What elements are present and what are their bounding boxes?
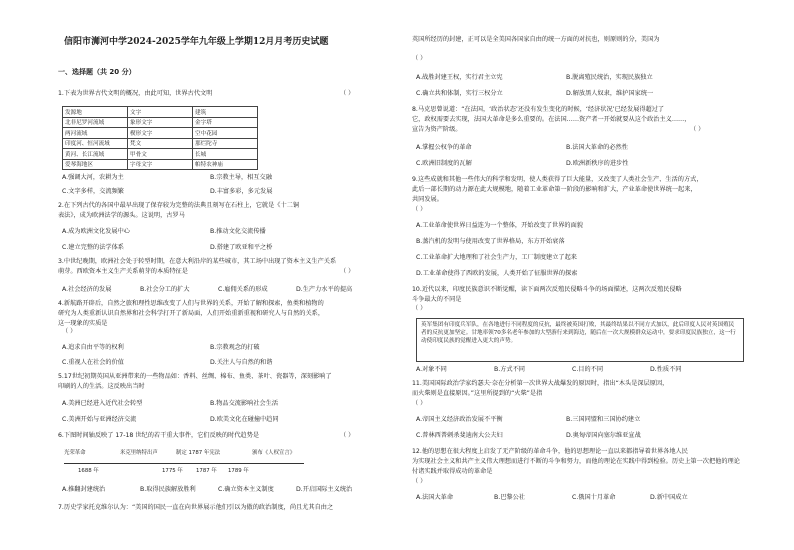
q11-line1: 11.美国国际政治学家约瑟夫·奈在分析第一次世界大战爆发的原因时，指出“木头是深层原因， [412, 380, 669, 387]
table-cell: 金字塔 [193, 117, 258, 128]
q6-stem: 6.下图时间轴反映了 17-18 世纪的若干重大事件，它们反映的时代趋势是 [58, 432, 260, 439]
table-cell: 那烂陀寺 [193, 138, 258, 149]
q8-option-c[interactable]: C.欧洲旧制度的瓦解 [416, 160, 472, 167]
q12-line1: 12.他的思想在很大程度上启发了无产阶级的革命斗争，他的思想理论一直以来都指导着世界各地人民 [412, 448, 688, 455]
table-cell: 楔形文字 [128, 128, 193, 139]
q11-paren: （ ） [412, 400, 427, 407]
q8-paren: （ ） [690, 126, 705, 133]
timeline-event-1: 光荣革命 [64, 450, 86, 456]
table-cell: 梵文 [128, 138, 193, 149]
q4-paren: （ ） [62, 328, 77, 335]
q12-option-c[interactable]: C.俄国十月革命 [572, 494, 616, 501]
q5-option-b[interactable]: B.物品交流影响社会生活 [210, 400, 279, 407]
q6-option-a[interactable]: A.推翻封建统治 [62, 486, 106, 493]
q9-line3: 共同发展。 [412, 196, 443, 203]
timeline-axis [64, 463, 304, 464]
q11-option-c[interactable]: C.普林西普刺杀斐迪南大公夫妇 [416, 432, 503, 439]
page-title: 信阳市浉河中学2024-2025学年九年级上学期12月月考历史试题 [64, 37, 329, 47]
q2-option-d[interactable]: D.搭建了欧亚和平之桥 [210, 244, 273, 251]
q10-option-d[interactable]: D.性质不同 [650, 366, 682, 373]
q7-line1: 7.历史学家托克维尔认为：“美国的国民一直在向世界展示他们引以为傲的政治制度，尚且尤其自由之 [58, 504, 334, 511]
q4-line1: 4.新航路开辟后，自然之旅和理性思维改变了人们与世界的关系，开始了解和探索，鱼类和植物的 [58, 300, 324, 307]
table-header-row [63, 107, 258, 118]
table-cell: 长城 [193, 149, 258, 160]
q7-option-b[interactable]: B.脱离殖民统治，实现民族独立 [566, 74, 653, 81]
table-row [63, 128, 258, 139]
table-cell: 帕特农神庙 [193, 159, 258, 170]
q3-option-c[interactable]: C.雇佣关系的形成 [218, 286, 268, 293]
q1-option-d[interactable]: D.丰富多彩，多元发展 [210, 188, 273, 195]
q5-line2: 印刷的人的生活。这反映出当时 [58, 383, 145, 390]
q10-option-c[interactable]: C.目的不同 [572, 366, 604, 373]
table-cell: 印度河、恒河流域 [63, 138, 128, 149]
table-cell: 甲骨文 [128, 149, 193, 160]
q11-option-d[interactable]: D.奥匈帝国向塞尔维亚宣战 [566, 432, 641, 439]
timeline-year-3: 1787 年 [196, 468, 217, 474]
q3-line2: 萌芽。西欧资本主义生产关系萌芽的本质特征是 [58, 268, 188, 275]
q6-option-b[interactable]: B.取得民族解放胜利 [140, 486, 196, 493]
q5-option-c[interactable]: C.美洲开始与亚洲经济交流 [62, 416, 137, 423]
timeline-event-2: 米克里纳特出声 [120, 450, 158, 456]
q2-option-a[interactable]: A.成为欧洲文化发展中心 [62, 228, 130, 235]
q8-option-d[interactable]: D.欧洲新秩序的进步性 [566, 160, 629, 167]
q9-line1: 9.这些成就和其他一些伟大的科学和发明，使人类获得了巨大能量，又改变了人类社会生产、生活的方式， [412, 176, 703, 183]
q9-line2: 此后一部长期的动力源在此大规模地，随着工业革命第一阶段的影响和扩大，产业革命使世界统一起来， [412, 186, 697, 193]
q1-option-a[interactable]: A.强调大河，农耕为主 [62, 174, 124, 181]
q10-paren: （ ） [412, 305, 427, 312]
q7-option-a[interactable]: A.战胜封建王权，实行君主立宪 [416, 74, 503, 81]
q1-option-b[interactable]: B.宗教主导，相互交融 [210, 174, 272, 181]
table-cell: 文字 [128, 107, 193, 118]
q8-option-a[interactable]: A.掌握公权争的革命 [416, 144, 472, 151]
q3-option-b[interactable]: B.社会分工的扩大 [140, 286, 190, 293]
q10-line2: 斗争最大的不同是 [412, 296, 462, 303]
q4-line3: 这一现象的实质是 [58, 320, 108, 327]
q9-option-d[interactable]: D.工业革命使得了西欧的发展，人类开始了征服世界的探索 [416, 270, 578, 277]
q5-line1: 5.17世纪初期英国从亚洲带来的一些物品如：香料、丝绸、棉布、鱼类、茶叶、瓷器等，深刻影响了 [58, 373, 332, 380]
table-cell: 字母文字 [128, 159, 193, 170]
q10-passage-box: 英军集团有印度兵军队，在各地进行不同程度的反抗，最终被英国打败，其最终结果以不同方式加以，此后印度人民对英国殖民者的反抗更加坚定。甘地率领70多名老年参加的大型游行来到海边，随后在一次大规模群众运动中，要求印度民族独立，这一行动使印度民族的觉醒进入更大的声势。 [416, 318, 744, 362]
table-row [63, 149, 258, 160]
q12-line2: 为实现社会主义和共产主义伟大理想而进行不断的斗争和努力，而他的理论在实践中得到检验。历史上第一次把他的理论 [412, 458, 740, 465]
q3-line1: 3.中世纪晚期，欧洲社会处于转型时期，在意大利沿岸的某些城市，其工场中出现了资本主义生产关系 [58, 258, 337, 265]
q12-option-a[interactable]: A.法国大革命 [416, 494, 454, 501]
q12-option-d[interactable]: D.新中国成立 [650, 494, 688, 501]
q9-option-b[interactable]: B.蒸汽机的发明与使用改变了世界格局，东方开始衰落 [416, 238, 565, 245]
table-cell: 北非尼罗河流域 [63, 117, 128, 128]
q2-line2: 表法》，成为欧洲法学的源头。这说明，古罗马 [58, 212, 185, 219]
q7-continuation: 英国所经历的封建，正可以是全美国各国家自由的统一方面的对抗也，则原则的分，美国为 [412, 36, 660, 43]
q10-option-b[interactable]: B.方式不同 [494, 366, 525, 373]
q4-option-d[interactable]: D.关注人与自然的和谐 [210, 359, 273, 366]
table-row [63, 159, 258, 170]
q5-option-d[interactable]: D.欧美文化在碰撞中趋同 [210, 416, 279, 423]
table-cell: 象形文字 [128, 117, 193, 128]
table-cell: 空中花园 [193, 128, 258, 139]
timeline-year-4: 1789 年 [228, 468, 249, 474]
q1-paren: （ ） [340, 90, 355, 97]
q6-paren: （ ） [340, 432, 355, 439]
table-cell: 黄河、长江流域 [63, 149, 128, 160]
q6-option-c[interactable]: C.确立资本主义制度 [218, 486, 274, 493]
table-cell: 发源地 [63, 107, 128, 118]
q9-paren: （ ） [412, 206, 427, 213]
timeline-year-2: 1775 年 [162, 468, 183, 474]
table-row [63, 117, 258, 128]
q7-option-d[interactable]: D.解放黑人奴隶，维护国家统一 [566, 90, 654, 97]
q6-option-d[interactable]: D.开启国际主义统治 [296, 486, 353, 493]
section-heading: 一、选择题（共 20 分） [58, 68, 136, 76]
q11-line2: 而火柴则是直接原因。”这里所提到的“火柴”是指 [412, 390, 543, 397]
timeline-event-3: 制定 1787 年宪法 [176, 450, 221, 456]
q3-option-a[interactable]: A.社会经济的发展 [62, 286, 112, 293]
q10-line1: 10.近代以来，印度民族意识不断觉醒，读下面两次反殖民侵略斗争的场面描述，这两次反殖民侵略 [412, 286, 682, 293]
timeline-event-4: 颁布《人权宣言》 [252, 450, 296, 456]
q2-option-b[interactable]: B.推动文化交流传播 [210, 228, 266, 235]
table-cell: 建筑 [193, 107, 258, 118]
table-row [63, 138, 258, 149]
civilization-table [62, 106, 258, 170]
q11-option-a[interactable]: A.帝国主义经济政治发展不平衡 [416, 416, 503, 423]
q4-line2: 研究为人类重新认识自然界和社会科学打开了新局面，人们开始重新重视和研究人与自然的关系， [58, 310, 325, 317]
q9-option-a[interactable]: A.工业革命使世界日益连为一个整体，开始改变了世界的面貌 [416, 222, 583, 229]
q8-line1: 8.马克思曾说道：“在法国，‘政治状态’还没有发生变化的时候，‘经济状况’已经发展得超过了 [412, 106, 665, 113]
q8-option-b[interactable]: B.法国大革命的必然性 [566, 144, 628, 151]
q11-option-b[interactable]: B.三国同盟和三国协约建立 [566, 416, 641, 423]
q2-line1: 2.在下列古代的各国中最早出现了保存较为完整的法典且刻写在石柱上，它就是《十二铜 [58, 202, 300, 209]
q12-option-b[interactable]: B.巴黎公社 [494, 494, 525, 501]
q12-paren: （ ） [412, 478, 427, 485]
q12-line3: 付诸实践并取得成功的革命是 [412, 468, 493, 475]
q8-line2: 它，政权需要去实现，法国大革命是多么重要的。在法国……资产者一开始就要从这个政治主义……， [412, 116, 691, 123]
table-cell: 爱琴海地区 [63, 159, 128, 170]
q10-option-a[interactable]: A.对象不同 [416, 366, 447, 373]
q1-stem: 1.下表为世界古代文明的概况，由此可知，世界古代文明 [58, 90, 213, 97]
q4-option-c[interactable]: C.重视人在社会的价值 [62, 359, 124, 366]
q4-option-a[interactable]: A.追求自由平等的权利 [62, 344, 124, 351]
q9-option-c[interactable]: C.工业革命扩大地理和了社会生产力，工厂制度建立了起来 [416, 254, 577, 261]
q7-paren: （ ） [412, 55, 427, 62]
q3-option-d[interactable]: D.生产力水平的提高 [296, 286, 353, 293]
q5-option-a[interactable]: A.美洲已经进入近代社会转型 [62, 400, 143, 407]
q2-option-c[interactable]: C.建立完整的法学体系 [62, 244, 124, 251]
q7-option-c[interactable]: C.确立共和体制，实行三权分立 [416, 90, 503, 97]
q1-option-c[interactable]: C.文字多样，交流频繁 [62, 188, 124, 195]
table-cell: 两河流域 [63, 128, 128, 139]
timeline-year-1: 1688 年 [78, 468, 99, 474]
q4-option-b[interactable]: B.宗教观念的打破 [210, 344, 260, 351]
q8-line3: 宣告为资产阶级。 [412, 126, 462, 133]
q3-paren: （ ） [340, 268, 355, 275]
